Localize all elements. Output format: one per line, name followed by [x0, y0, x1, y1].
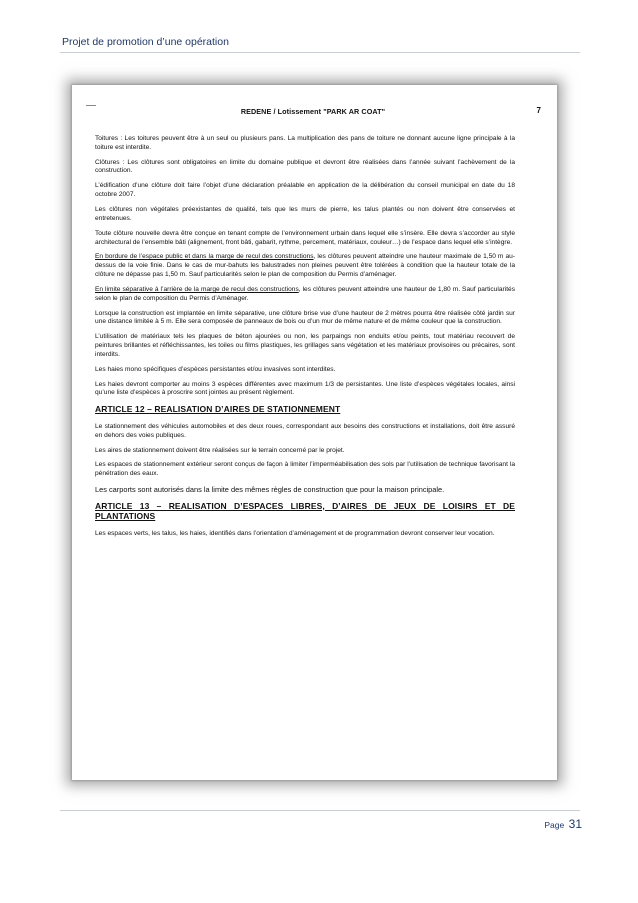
paragraph-haies-especes: Les haies devront comporter au moins 3 espèces différentes avec maximum 1/3 de persistantes. Une liste d’espèces végétales locales, ainsi qu’une liste d’espèces à proscrire sont jointes au présent règlement.: [95, 380, 515, 397]
article-12-paragraph: Les espaces de stationnement extérieur seront conçus de façon à limiter l’imperméabilisation des sols par l’utilisation de technique favorisant la pénétration des eaux.: [95, 461, 515, 478]
article-12-paragraph-carports: Les carports sont autorisés dans la limite des mêmes règles de construction que pour la maison principale.: [95, 485, 445, 495]
paragraph-haies-mono: Les haies mono spécifiques d’espèces persistantes et/ou invasives sont interdites.: [95, 365, 336, 373]
underlined-phrase: En limite séparative à l’arrière de la marge de recul des constructions: [95, 285, 299, 293]
article-12-paragraph: Les aires de stationnement doivent être réalisées sur le terrain concerné par le projet.: [95, 446, 345, 454]
underlined-phrase: En bordure de l’espace public et dans la marge de recul des constructions: [95, 253, 314, 261]
paragraph-materiaux-interdits: L’utilisation de matériaux tels les plaques de béton ajourées ou non, les parpaings non enduits et/ou peints, tout matériau recouvert de peintures brillantes et réfléchissantes, les toiles ou films plastiques, les grillages sans végétation et les matériaux provisoires ou précaires, sont interdits.: [95, 333, 515, 358]
paragraph-clotures-preexistantes: Les clôtures non végétales préexistantes de qualité, tels que les murs de pierre, les talus plantés ou non doivent être conservées et entretenues.: [95, 206, 515, 222]
article-12-title: ARTICLE 12 – REALISATION D’AIRES DE STATIONNEMENT: [95, 404, 341, 415]
paragraph-brise-vue: Lorsque la construction est implantée en limite séparative, une clôture brise vue d’une hauteur de 2 mètres pourra être réalisée côté jardin sur une distance limitée à 5 m. Elle sera composée de panneaux de bois ou d’un mur de même nature et de même couleur que la construction.: [95, 309, 515, 326]
page-number-value: 31: [568, 817, 582, 831]
document-header-title: Projet de promotion d’une opération: [62, 36, 229, 48]
article-13-paragraph: Les espaces verts, les talus, les haies, identifiés dans l’orientation d’aménagement et de programmation devront conserver leur vocation.: [95, 529, 495, 537]
header-divider: [60, 52, 580, 53]
article-12-paragraph: Le stationnement des véhicules automobiles et des deux roues, correspondant aux besoins des constructions et installations, doit être assuré en dehors des voies publiques.: [95, 422, 515, 439]
page-number: [544, 815, 582, 833]
article-13-title: ARTICLE 13 – REALISATION D’ESPACES LIBRES, D’AIRES DE JEUX DE LOISIRS ET DE PLANTATIONS: [95, 500, 515, 522]
paragraph-edification-cloture: L’édification d’une clôture doit faire l’objet d’une déclaration préalable en application de la délibération du conseil municipal en date du 18 octobre 2007.: [95, 182, 515, 199]
scanned-page-image: [72, 85, 557, 780]
regulation-text: [95, 135, 515, 545]
paragraph-text: , les clôtures peuvent atteindre une hauteur de 1,80 m. Sauf particularités selon le plan de composition du Permis d’Aménager.: [95, 285, 515, 302]
scan-corner-mark: [86, 105, 96, 106]
paragraph-text: , les clôtures peuvent atteindre une hauteur maximale de 1,50 m au-dessus de la voie finie. Dans le cas de mur-bahuts les balustrades non pleines peuvent être tolérées à condition que la hauteur totale de la clôture ne dépasse pas 1,50 m. Sauf particularités selon le plan de composition du Permis d’aménager.: [95, 253, 515, 279]
page-label: Page: [544, 820, 565, 830]
paragraph-bordure-espace-public: [95, 253, 515, 279]
footer-divider: [60, 810, 580, 811]
paragraph-toitures: Toitures : Les toitures peuvent être à un seul ou plusieurs pans. La multiplication des pans de toiture ne donnant aucune ligne principale à la toiture est interdite.: [95, 135, 515, 151]
paragraph-limite-separative: [95, 286, 515, 304]
scanned-page-heading: REDENE / Lotissement "PARK AR COAT": [240, 107, 386, 116]
paragraph-clotures: Clôtures : Les clôtures sont obligatoires en limite du domaine publique et devront être réalisées dans l’année suivant l’achèvement de la construction.: [95, 158, 515, 175]
scanned-page-number: 7: [536, 106, 541, 115]
paragraph-cloture-nouvelle: Toute clôture nouvelle devra être conçue en tenant compte de l’environnement urbain dans lequel elle s’insère. Elle devra s’accorder au style architectural de l’ensemble bâti (alignement, front bâti, gabarit, rythme, percement, matériaux, couleur…) de l’espace dans lequel elle s’intègre.: [95, 229, 515, 246]
